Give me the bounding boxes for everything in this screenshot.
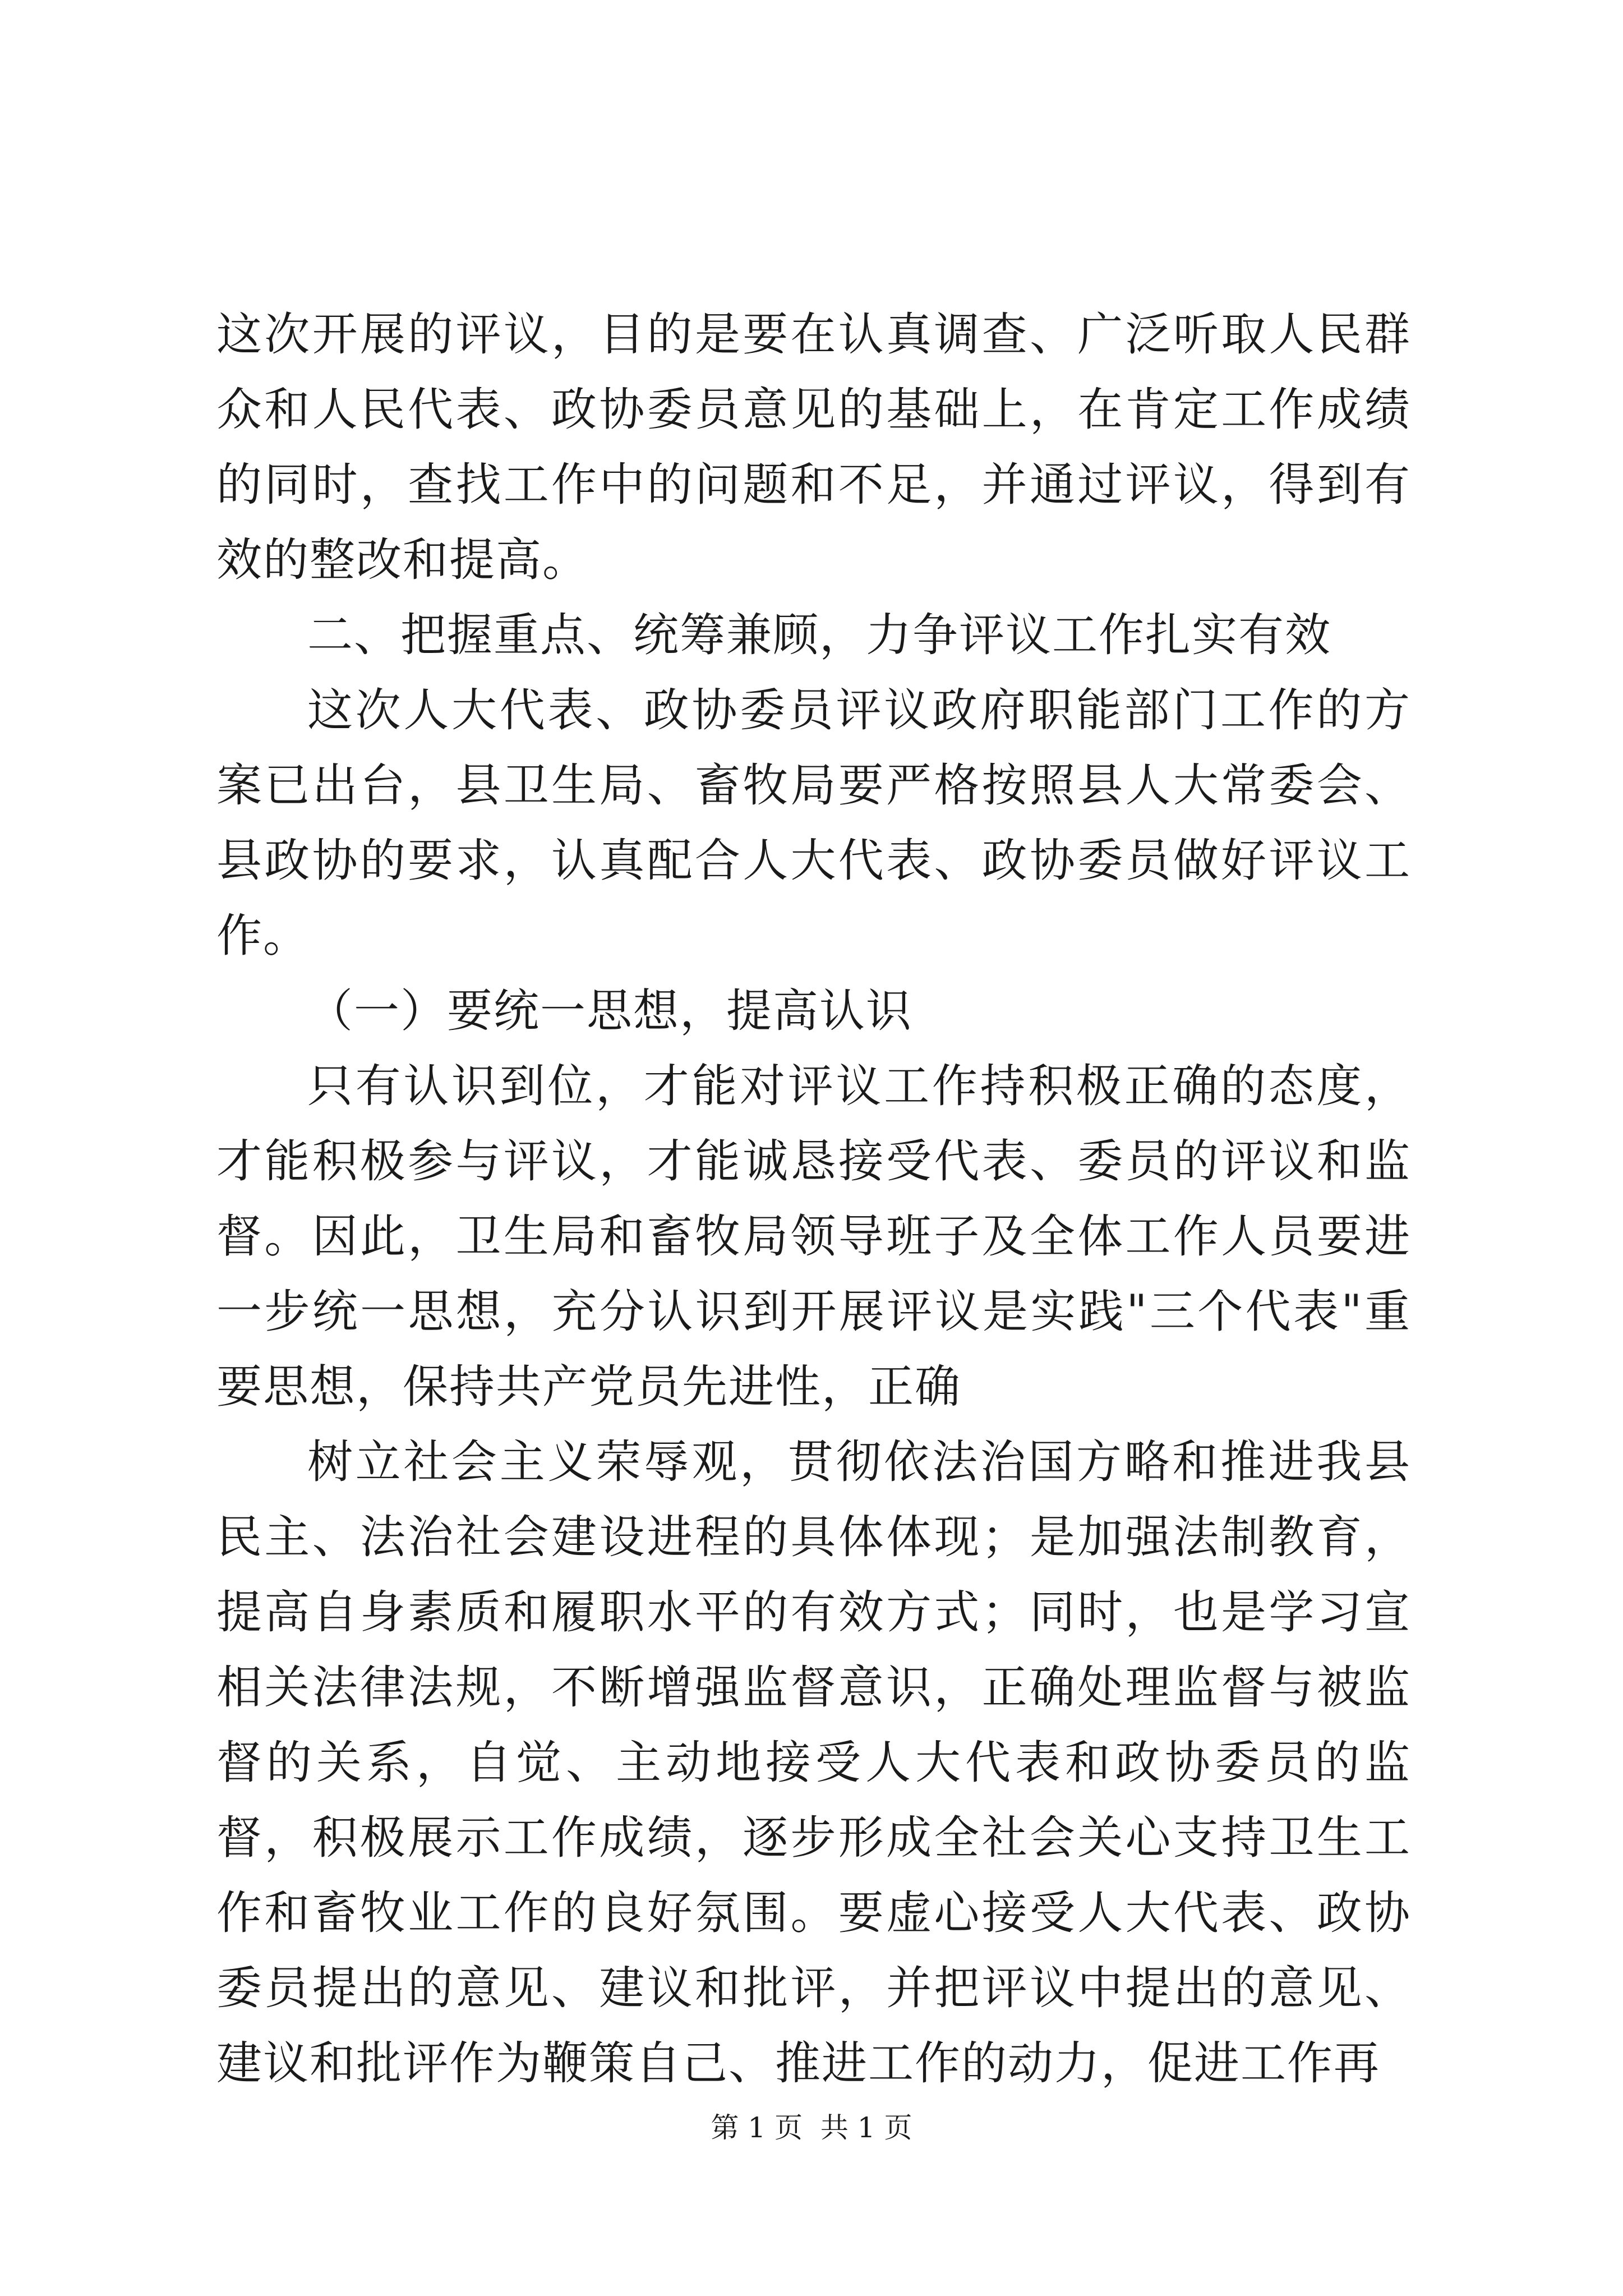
paragraph-honor-concept: 树立社会主义荣辱观，贯彻依法治国方略和推进我县民主、法治社会建设进程的具体体现；是加强法制教育，提高自身素质和履职水平的有效方式；同时，也是学习宣相关法律法规，不断增强监督意识，正确处理监督与被监督的关系，自觉、主动地接受人大代表和政协委员的监督，积极展示工作成绩，逐步形成全社会关心支持卫生工作和畜牧业工作的良好氛围。要虚心接受人大代表、政协委员提出的意见、建议和批评，并把评议中提出的意见、建议和批评作为鞭策自己、推进工作的动力，促进工作再 <box>216 1436 1411 2090</box>
page-footer: 第 1 页 共 1 页 <box>711 2111 912 2144</box>
section-heading-two: 二、把握重点、统筹兼顾，力争评议工作扎实有效 <box>307 609 1332 662</box>
subsection-heading-one: （一）要统一思想，提高认识 <box>307 985 913 1038</box>
paragraph-awareness: 只有认识到位，才能对评议工作持积极正确的态度，才能积极参与评议，才能诚恳接受代表、委员的评议和监督。因此，卫生局和畜牧局领导班子及全体工作人员要进一步统一思想，充分认识到开展评议是实践"三个代表"重要思想，保持共产党员先进性，正确 <box>216 1060 1411 1414</box>
paragraph-evaluation-purpose: 这次开展的评议，目的是要在认真调查、广泛听取人民群众和人民代表、政协委员意见的基础上，在肯定工作成绩的同时，查找工作中的问题和不足，并通过评议，得到有效的整改和提高。 <box>216 309 1411 587</box>
paragraph-plan-introduced: 这次人大代表、政协委员评议政府职能部门工作的方案已出台，县卫生局、畜牧局要严格按照县人大常委会、县政协的要求，认真配合人大代表、政协委员做好评议工作。 <box>216 684 1411 963</box>
document-body <box>216 297 1411 2101</box>
